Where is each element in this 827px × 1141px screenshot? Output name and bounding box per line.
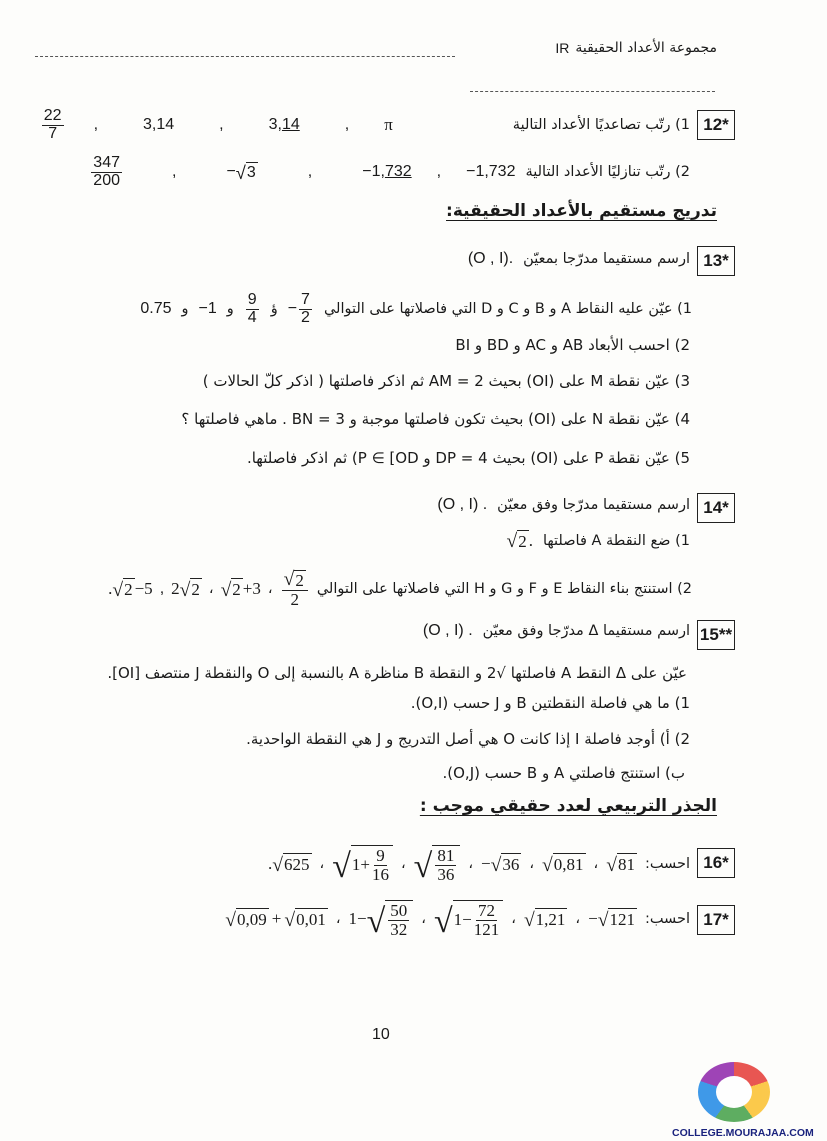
sqrt: √ 1,21 xyxy=(523,909,566,931)
page-number: 10 xyxy=(372,1026,390,1043)
ex16-label: احسب: xyxy=(644,856,690,873)
sqrt: . √ 625 xyxy=(268,854,310,876)
sqrt-expr: 2 √ 2 xyxy=(171,579,200,601)
sqrt: √ 81 xyxy=(606,854,635,876)
ex15-q2b: ب) استنتج فاصلتي A و B حسب (O,J). xyxy=(442,764,685,782)
comma: ، xyxy=(529,856,535,873)
number: 0.75 xyxy=(140,300,172,318)
exercise-number-14: 14* xyxy=(697,493,735,523)
ex15-intro xyxy=(423,622,690,640)
ex14-q1 xyxy=(506,530,690,552)
header-dashed-line-2 xyxy=(470,91,715,92)
section-heading-graduation: تدريج مستقيم بالأعداد الحقيقية: xyxy=(446,201,717,221)
ex15-q2a: 2) أ) أوجد فاصلة I إذا كانت O هي أصل التدريج و J هي النقطة الواحدية. xyxy=(246,730,690,748)
ex13-q4: 4) عيّن نقطة N على (OI) بحيث تكون فاصلتها موجبة و BN = 3 . ماهي فاصلتها ؟ xyxy=(181,410,690,428)
and: و xyxy=(181,301,189,318)
header-title: مجموعة الأعداد الحقيقية xyxy=(575,40,717,56)
ex13-intro xyxy=(468,250,690,268)
ex13-q5: 5) عيّن نقطة P على (OI) بحيث DP = 4 و P ∈ [OD) ثم اذكر فاصلتها. xyxy=(246,449,690,467)
negative-sqrt: − √ 121 xyxy=(588,909,635,931)
header-set-symbol: IR xyxy=(555,40,570,56)
site-logo xyxy=(698,1062,770,1122)
comma: , xyxy=(436,163,442,181)
exercise-number-15: 15** xyxy=(697,620,735,650)
comma: ، xyxy=(511,911,516,928)
exercise-number-17: 17* xyxy=(697,905,735,935)
sqrt-fraction: √ $\frac{81}{36}$ xyxy=(414,845,461,884)
ex12-q1 xyxy=(40,108,690,143)
sqrt-fraction: 1− √ $\frac{50}{32}$ xyxy=(349,900,414,939)
sqrt: √ 2 . xyxy=(506,531,533,553)
comma: , xyxy=(172,163,177,181)
ex13-q1 xyxy=(140,292,692,327)
exercise-number-12: 12* xyxy=(697,110,735,140)
ex17-line xyxy=(225,900,690,939)
number-repeating: −1, 732 xyxy=(362,163,412,181)
ex15-q1: 1) ما هي فاصلة النقطتين B و J حسب (O,I). xyxy=(410,694,690,712)
ex13-q1-label: 1) عيّن عليه النقاط A و B و C و D التي فاصلاتها على التوالي xyxy=(323,301,692,318)
sqrt-expr: √ 2 +3 xyxy=(220,579,261,601)
ex13-q2: 2) احسب الأبعاد AB و AC و BD و BI xyxy=(455,336,690,354)
exercise-number-13: 13* xyxy=(697,246,735,276)
number: −1 xyxy=(198,300,217,318)
ex12-q2-label: 2) رتّب تنازليًا الأعداد التالية xyxy=(525,164,690,181)
comma: ، xyxy=(208,581,214,598)
ex14-q1-label: 1) ضع النقطة A فاصلتها xyxy=(542,533,690,549)
section-heading-square-root: الجذر التربيعي لعدد حقيقي موجب : xyxy=(419,796,717,816)
comma: , xyxy=(307,163,313,181)
ex12-q1-label: 1) رتّب تصاعديًا الأعداد التالية xyxy=(512,117,690,134)
and: ؤ xyxy=(270,301,278,318)
sqrt-fraction: √ 1− $\frac{72}{121}$ xyxy=(434,900,503,939)
comma: ، xyxy=(421,911,426,928)
comma: ، xyxy=(319,856,325,873)
exercise-number-16: 16* xyxy=(697,848,735,878)
fraction: $\frac{9}{4}$ xyxy=(247,291,257,326)
fraction: $\frac{347}{200}$ xyxy=(93,154,120,189)
comma: ، xyxy=(468,856,474,873)
and: و xyxy=(226,301,234,318)
ex14-intro xyxy=(437,496,690,514)
ex15-text: عيّن على Δ النقط A فاصلتها √2 و النقطة B مناظرة A بالنسبة إلى O والنقطة J منتصف [OI]. xyxy=(107,664,687,682)
pi: π xyxy=(384,115,393,135)
site-url: COLLEGE.MOURAJAA.COM xyxy=(672,1127,814,1139)
comma: ، xyxy=(267,581,273,598)
sqrt-expr: . √ 2 −5 xyxy=(108,579,153,601)
ex16-line xyxy=(268,845,690,884)
ex15-intro-text: ارسم مستقيما Δ مدرّجا وفق معيّن xyxy=(482,623,690,639)
comma: ، xyxy=(593,856,599,873)
fraction-negative: − $\frac{7}{2}$ xyxy=(287,291,310,326)
comma: , xyxy=(344,116,350,134)
ex13-q3: 3) عيّن نقطة M على (OI) بحيث AM = 2 ثم اذكر فاصلتها ( اذكر كلّ الحالات ) xyxy=(202,372,690,390)
comma: ، xyxy=(335,911,341,928)
comma: , xyxy=(159,580,165,598)
comma: , xyxy=(219,116,224,134)
ex14-q2-label: 2) استنتج بناء النقاط E و F و G و H التي فاصلاتها على التوالي xyxy=(316,581,692,598)
negative-sqrt: − √ 36 xyxy=(481,854,520,876)
comma: , xyxy=(93,116,99,134)
basis: (O , I). xyxy=(467,250,514,267)
ex17-label: احسب: xyxy=(644,911,690,928)
sqrt-sum: √ 0,09 + √ 0,01 xyxy=(225,909,326,931)
ex14-q2 xyxy=(108,570,692,609)
header-dashed-line xyxy=(35,56,455,57)
number: −1,732 xyxy=(466,163,516,181)
number: 3,14 xyxy=(143,116,175,134)
ex14-intro-text: ارسم مستقيما مدرّجا وفق معيّن xyxy=(497,497,690,513)
fraction-sqrt: √ 2 2 xyxy=(282,570,308,609)
sqrt: √ 0,81 xyxy=(542,854,584,876)
fraction: $\frac{22}{7}$ xyxy=(43,107,62,142)
basis: (O , I) . xyxy=(422,622,473,639)
negative-sqrt: − √ 3 xyxy=(226,161,256,183)
ex12-q2 xyxy=(89,155,690,190)
page-header xyxy=(555,40,717,56)
basis: (O , I) . xyxy=(437,496,488,513)
sqrt-fraction: √ 1+ $\frac{9}{16}$ xyxy=(332,845,393,884)
number-repeating: 3, 14 xyxy=(268,116,300,134)
ex13-intro-text: ارسم مستقيما مدرّجا بمعيّن xyxy=(523,251,690,267)
comma: ، xyxy=(400,856,406,873)
comma: ، xyxy=(575,911,581,928)
